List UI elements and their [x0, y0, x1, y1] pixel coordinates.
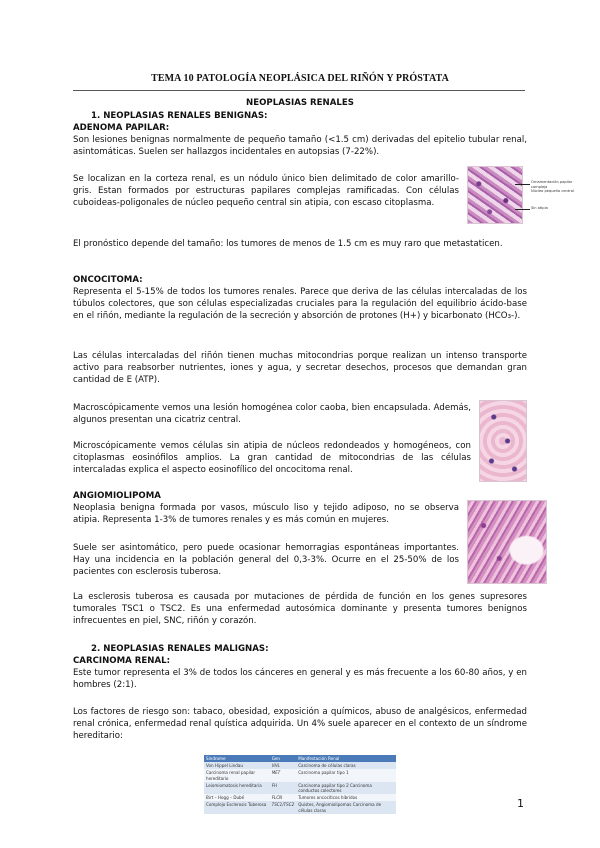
table-cell: Carcinoma renal papilar hereditario — [204, 769, 270, 781]
table-row — [204, 762, 396, 769]
table-row — [204, 794, 396, 801]
oncocitoma-section — [73, 274, 527, 322]
label-pointer — [515, 209, 530, 210]
table-header-cell: Síndrome — [204, 755, 270, 762]
table-header-row — [204, 755, 396, 762]
page-number: 1 — [517, 797, 524, 810]
oncocitoma-title: ONCOCITOMA: — [73, 275, 143, 285]
table-cell: Birt – Hogg – Dubé — [204, 794, 270, 801]
oncocitoma-paragraph-1: Representa el 5-15% de todos los tumores renales. Parece que deriva de las células intercaladas de los túbulos colectores, que son células especializadas cruciales para la regulación del equilibrio ácido-base en el riñón, mediante la regulación de la secreción y absorción de protones (H+) y bicarbonato (HCO₃-). — [73, 287, 527, 322]
angio-paragraph-3: La esclerosis tuberosa es causada por mutaciones de pérdida de función en los genes supresores tumorales TSC1 o TSC2. Es una enfermedad autosómica dominante y presenta tumores benignos infrecuentes en piel, SNC, riñón y corazón. — [73, 592, 527, 627]
adenoma-title: ADENOMA PAPILAR: — [73, 123, 170, 134]
adenoma-paragraph-2: Se localizan en la corteza renal, es un nódulo único bien delimitado de color amarillo-gris. Estan formados por estructuras papilares complejas ramificadas. Con células cuboideas-poligonales de núcleo pequeño central sin atipia, con escaso citoplasma. — [73, 174, 459, 209]
adenoma-paragraph-3: El pronóstico depende del tamaño: los tumores de menos de 1.5 cm es muy raro que metastaticen. — [73, 239, 503, 249]
carcinoma-title: CARCINOMA RENAL: — [73, 656, 171, 667]
table-cell: Von Hippel Lindau — [204, 762, 270, 769]
oncocitoma-paragraph-3: Macroscópicamente vemos una lesión homogénea color caoba, bien encapsulada. Además, algunos presentan una cicatriz central. — [73, 403, 471, 426]
oncocytoma-histology-image — [479, 400, 527, 482]
oncocitoma-paragraph-4: Microscópicamente vemos células sin atipia de núcleos redondeados y homogéneos, con citoplasmas eosinófilos amplios. La gran cantidad de mitocondrias de las células intercaladas explica el aspecto eosinofílico del oncocitoma renal. — [73, 441, 471, 476]
malignant-heading: 2. NEOPLASIAS RENALES MALIGNAS: — [91, 644, 269, 654]
carcinoma-paragraph-1: Este tumor representa el 3% de todos los cánceres en general y es más frecuente a los 60-80 años, y en hombres (2:1). — [73, 668, 527, 691]
angio-paragraph-2: Suele ser asintomático, pero puede ocasionar hemorragias espontáneas importantes. Hay una incidencia en la población general del 0,3-3%. Ocurre en el 25-50% de los pacientes con esclerosis tuberosa. — [73, 543, 459, 578]
label-pointer — [515, 184, 530, 185]
table-cell: VHL — [270, 762, 297, 769]
table-cell: FLCN — [270, 794, 297, 801]
table-cell: Carcinoma papilar tipo 2 Carcinoma conductos colectores — [296, 782, 396, 794]
table-cell: Leiomiomatosis hereditaria — [204, 782, 270, 794]
table-cell: TSC1/TSC2 — [270, 801, 297, 813]
table-header-cell: Manifestación Renal — [296, 755, 396, 762]
table-cell: Complejo Esclerosis Tuberosa — [204, 801, 270, 813]
angio-section — [73, 490, 459, 526]
table-cell: Carcinoma de células claras — [296, 762, 396, 769]
section-title: NEOPLASIAS RENALES — [246, 98, 354, 108]
table-header-cell: Gen — [270, 755, 297, 762]
table-row — [204, 801, 396, 813]
table-cell: MET — [270, 769, 297, 781]
table-cell: Carcinoma papilar tipo 1 — [296, 769, 396, 781]
title-divider — [73, 90, 525, 91]
table-row — [204, 769, 396, 781]
papillary-adenoma-histology-image — [467, 166, 523, 224]
benign-section — [73, 110, 527, 158]
angio-title: ANGIOMIOLIPOMA — [73, 491, 161, 501]
benign-heading: 1. NEOPLASIAS RENALES BENIGNAS: — [91, 111, 268, 121]
image-label-2: Núcleo pequeño central — [531, 189, 574, 193]
table-cell: FH — [270, 782, 297, 794]
angio-paragraph-1: Neoplasia benigna formada por vasos, músculo liso y tejido adiposo, no se observa atipia. Representa 1-3% de tumores renales y es más común en mujeres. — [73, 503, 459, 526]
image-label-1: Ornamentación papilar compleja — [531, 180, 573, 189]
table-row — [204, 782, 396, 794]
table-cell: Tumores oncocíticos híbridos — [296, 794, 396, 801]
oncocitoma-paragraph-2: Las células intercaladas del riñón tienen muchas mitocondrias porque realizan un intenso transporte activo para reabsorber nutrientes, iones y agua, y secretar desechos, procesos que demandan gran cantidad de E (ATP). — [73, 351, 527, 386]
malignant-section — [73, 643, 527, 691]
hereditary-syndromes-table — [204, 755, 396, 814]
adenoma-paragraph-1: Son lesiones benignas normalmente de pequeño tamaño (<1.5 cm) derivadas del epitelio tubular renal, asintomáticas. Suelen ser hallazgos incidentales en autopsias (7-22%). — [73, 135, 527, 158]
angiomyolipoma-histology-image — [467, 500, 547, 584]
table-cell: Quistes, Angiomiolipomas Carcinoma de células claras — [296, 801, 396, 813]
image-label-3: Sin atipia — [531, 206, 548, 210]
carcinoma-paragraph-2: Los factores de riesgo son: tabaco, obesidad, exposición a químicos, abuso de analgésicos, enfermedad renal crónica, enfermedad renal quística adquirida. Un 4% suele aparecer en el contexto de un síndrome hereditario: — [73, 707, 527, 742]
document-title: TEMA 10 PATOLOGÍA NEOPLÁSICA DEL RIÑÓN Y PRÓSTATA — [151, 73, 449, 84]
